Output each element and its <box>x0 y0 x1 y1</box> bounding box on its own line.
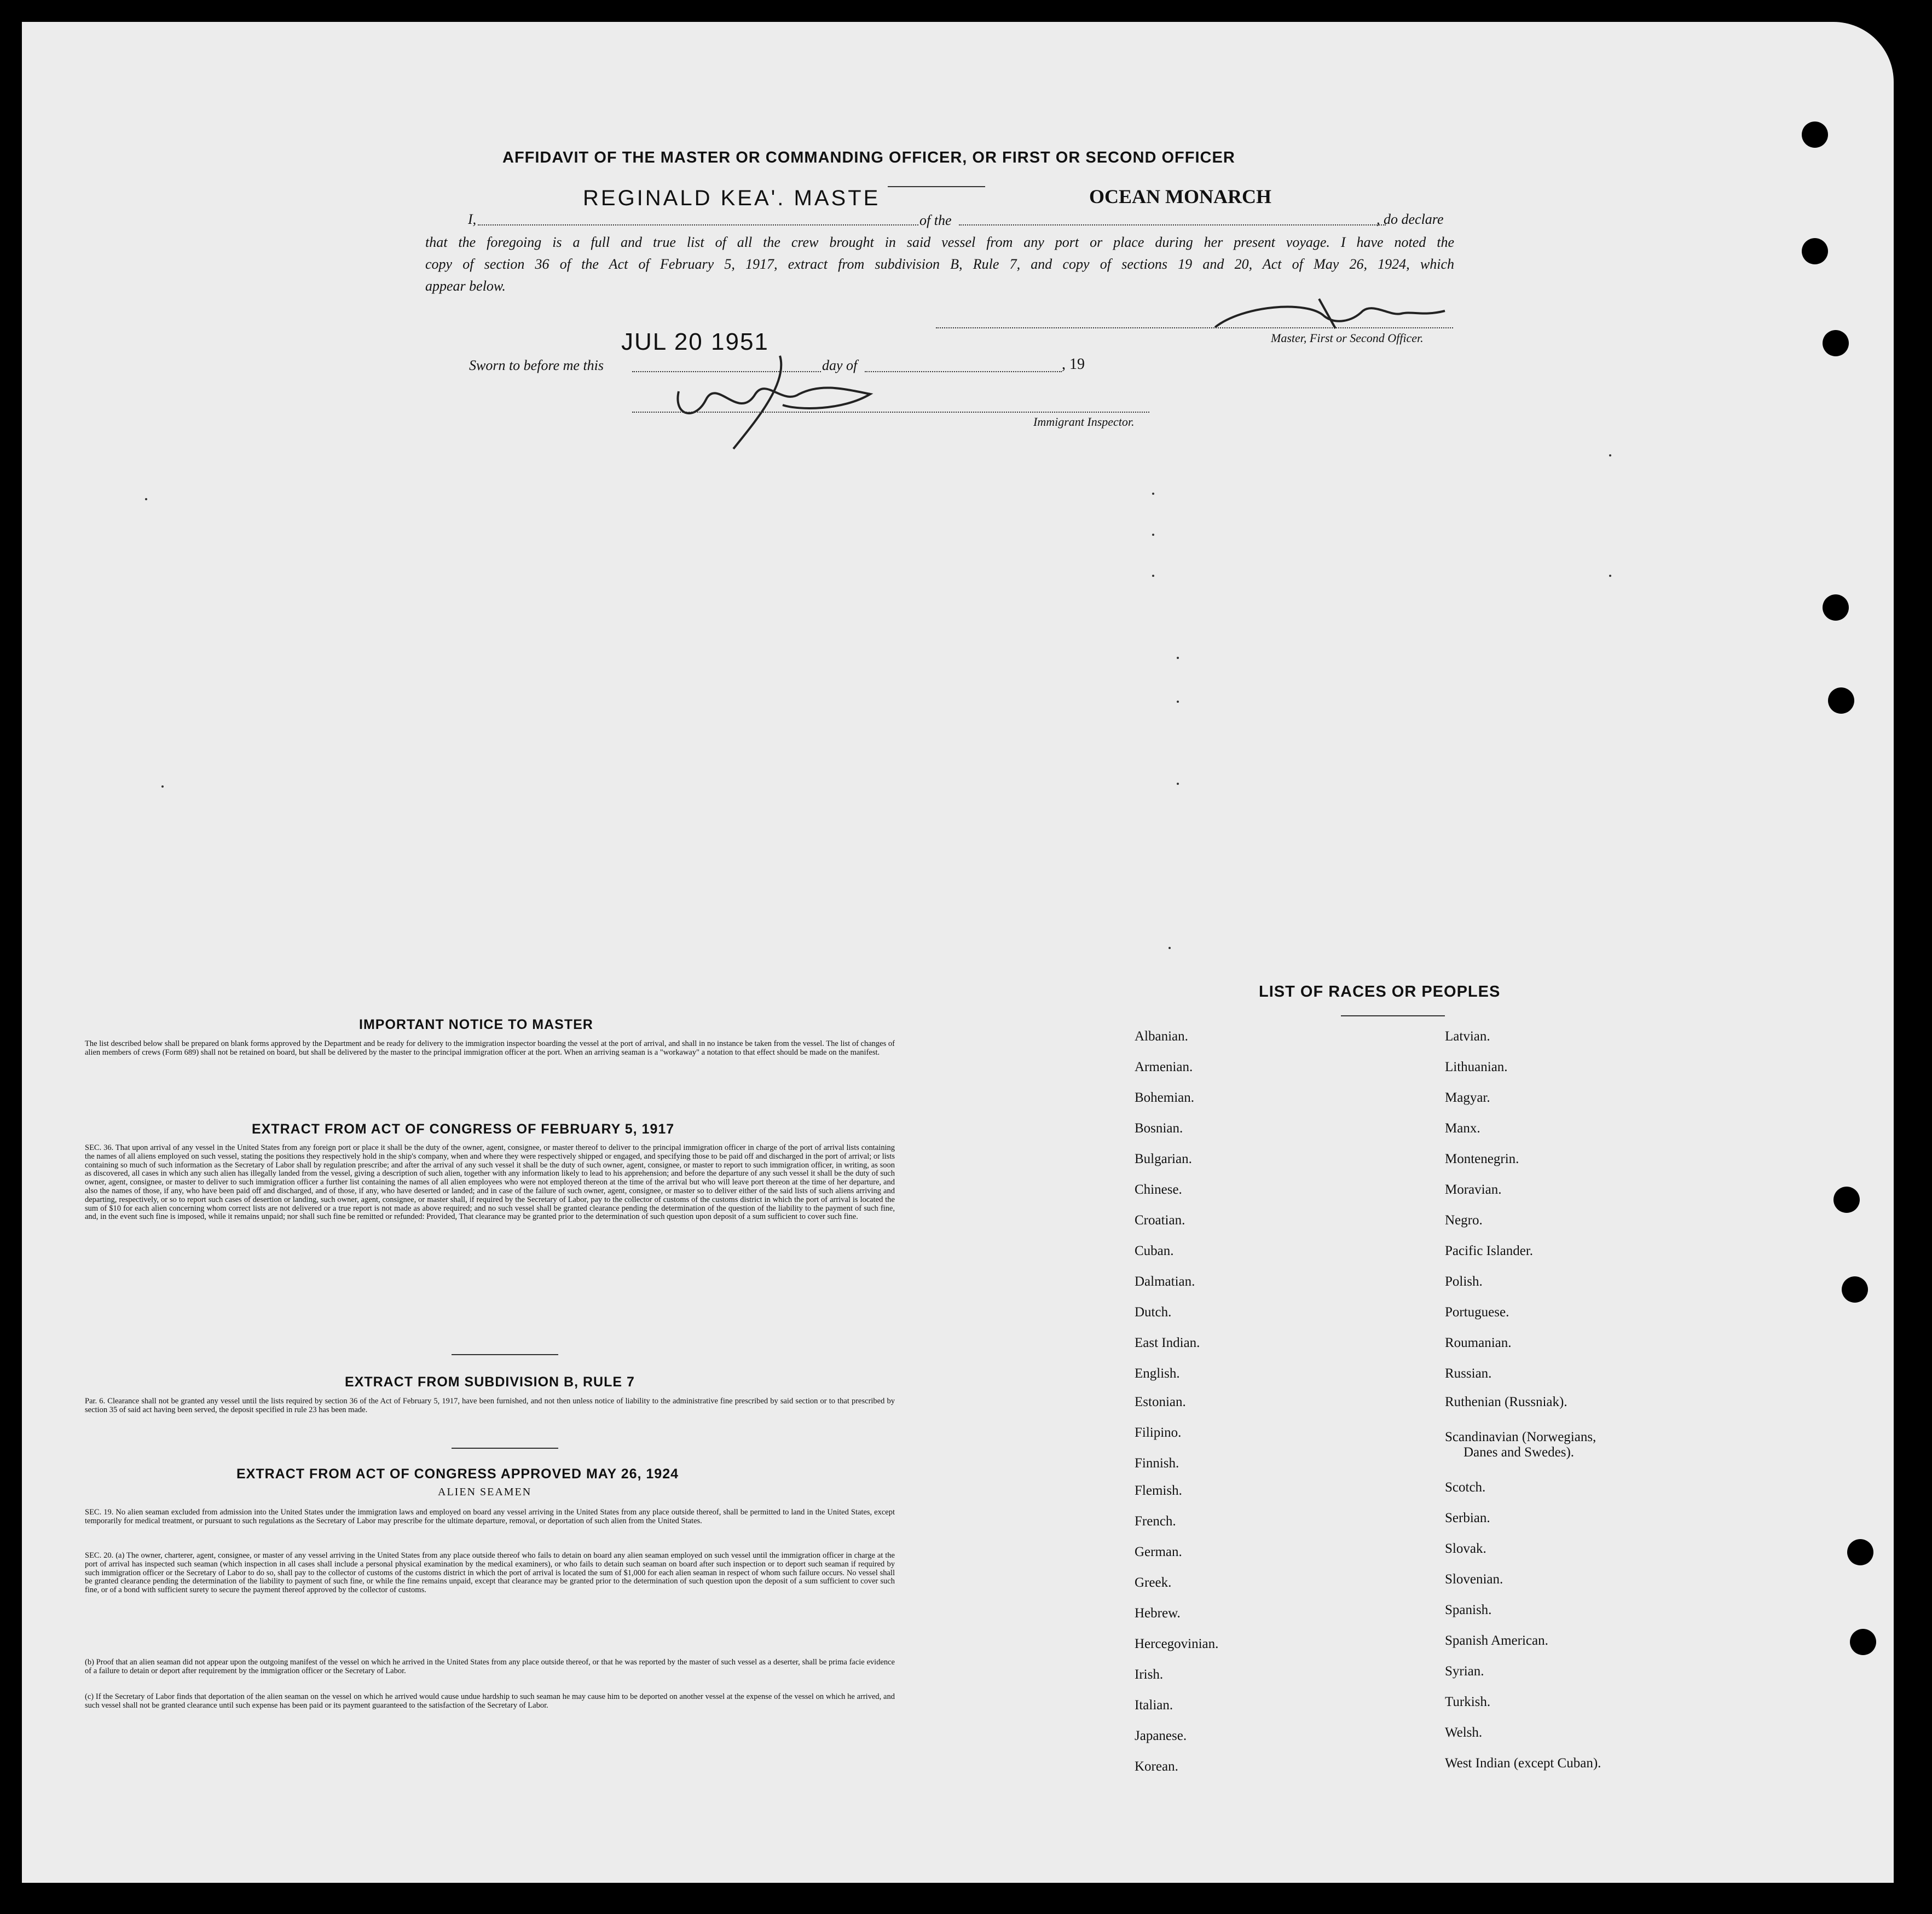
race-item: Albanian. <box>1135 1029 1188 1044</box>
race-item: Negro. <box>1445 1213 1483 1228</box>
race-item: Bohemian. <box>1135 1090 1195 1105</box>
races-title: LIST OF RACES OR PEOPLES <box>1259 983 1501 1001</box>
race-item: Slovenian. <box>1445 1572 1503 1587</box>
punch-hole <box>1802 238 1828 264</box>
notice-title: IMPORTANT NOTICE TO MASTER <box>359 1017 593 1032</box>
race-item: Flemish. <box>1135 1483 1182 1498</box>
race-item: Spanish. <box>1445 1603 1492 1617</box>
master-name-line <box>478 224 918 225</box>
form-page <box>22 22 1894 1883</box>
ink-speck <box>1177 657 1179 659</box>
ink-speck <box>1152 493 1154 495</box>
race-item: Lithuanian. <box>1445 1060 1508 1074</box>
master-name-stamp: REGINALD KEA'. MASTE <box>583 186 881 210</box>
punch-hole <box>1823 594 1849 621</box>
master-signature-caption: Master, First or Second Officer. <box>1271 331 1424 345</box>
section-rule <box>452 1354 558 1355</box>
race-item: Spanish American. <box>1445 1633 1548 1648</box>
title-rule <box>888 186 985 187</box>
race-item: Hebrew. <box>1135 1606 1181 1621</box>
race-item: Korean. <box>1135 1759 1178 1774</box>
race-item: German. <box>1135 1545 1182 1559</box>
race-item: Syrian. <box>1445 1664 1484 1679</box>
inspector-signature <box>657 350 887 454</box>
extract1924-sec20b: (b) Proof that an alien seaman did not appear upon the outgoing manifest of the vessel on which he arrived in the United States from any place outside thereof, or that he was reported by the master of such vessel as a deserter, shall be prima facie evidence of a failure to detain or deport after requirement by the immigration officer or the Secretary of Labor. <box>85 1658 895 1675</box>
race-item: Greek. <box>1135 1575 1172 1590</box>
master-signature-line <box>936 327 1453 328</box>
race-item: Dutch. <box>1135 1305 1172 1320</box>
race-item: Pacific Islander. <box>1445 1244 1534 1258</box>
race-item: Cuban. <box>1135 1244 1174 1258</box>
ink-speck <box>1169 947 1171 949</box>
extract1924-title: EXTRACT FROM ACT OF CONGRESS APPROVED MAY 26, 1924 <box>236 1466 679 1482</box>
rule7-title: EXTRACT FROM SUBDIVISION B, RULE 7 <box>345 1374 635 1390</box>
race-item: Japanese. <box>1135 1728 1187 1743</box>
section-rule <box>452 1448 558 1449</box>
punch-hole <box>1828 687 1854 714</box>
race-item: Ruthenian (Russniak). <box>1445 1395 1567 1409</box>
race-item: Montenegrin. <box>1445 1152 1519 1166</box>
extract1924-sec20a: SEC. 20. (a) The owner, charterer, agent, consignee, or master of any vessel arriving in the United States from any place outside thereof who fails to detain on board any alien seaman employed on such vessel until the immigration officer in charge at the port of arrival has inspected such seaman (which inspection in all cases shall include a personal physical examination by the medical examiners), or who fails to detain such seaman on board after such inspection or to deport such seaman if required by such immigration officer or the Secretary of Labor to do so, shall pay to the collector of customs of the customs district in which the port of arrival is located the sum of $1,000 for each alien seaman in respect of whom such failure occurs. No vessel shall be granted clearance pending the determination of the liability to payment of such fine, or while the fine remains unpaid, except that clearance may be granted prior to the determination of such question upon the deposit of a sum sufficient to cover such fine, or of a bond with sufficient surety to secure the payment thereof approved by the collector of customs. <box>85 1551 895 1595</box>
race-item: Filipino. <box>1135 1425 1182 1440</box>
affidavit-title: AFFIDAVIT OF THE MASTER OR COMMANDING OFFICER, OR FIRST OR SECOND OFFICER <box>502 149 1235 166</box>
race-item: Dalmatian. <box>1135 1274 1195 1289</box>
race-item: Latvian. <box>1445 1029 1490 1044</box>
race-item: Chinese. <box>1135 1182 1182 1197</box>
extract1917-title: EXTRACT FROM ACT OF CONGRESS OF FEBRUARY 5, 1917 <box>252 1121 675 1137</box>
race-item: Bosnian. <box>1135 1121 1183 1136</box>
punch-hole <box>1847 1539 1873 1565</box>
race-item: Scotch. <box>1445 1480 1486 1495</box>
race-item: Finnish. <box>1135 1456 1179 1471</box>
punch-hole <box>1850 1629 1876 1655</box>
punch-hole <box>1833 1187 1860 1213</box>
year-label: , 19 <box>1062 356 1085 373</box>
ink-speck <box>145 498 147 500</box>
race-item: West Indian (except Cuban). <box>1445 1756 1601 1771</box>
date-stamp: JUL 20 1951 <box>621 328 769 355</box>
race-item: Bulgarian. <box>1135 1152 1192 1166</box>
do-declare-label: , do declare <box>1376 211 1444 227</box>
race-item: Russian. <box>1445 1366 1492 1381</box>
inspector-signature-line <box>632 412 1149 413</box>
race-item: Armenian. <box>1135 1060 1193 1074</box>
ink-speck <box>1152 534 1154 536</box>
of-the-label: of the <box>919 212 952 228</box>
race-item: Welsh. <box>1445 1725 1483 1740</box>
races-column-1 <box>1135 1029 1218 1790</box>
vessel-name-line <box>959 224 1386 225</box>
race-item: Slovak. <box>1445 1541 1486 1556</box>
inspector-caption: Immigrant Inspector. <box>1033 415 1135 429</box>
ink-speck <box>161 785 164 788</box>
race-item: Turkish. <box>1445 1695 1491 1709</box>
race-item: Roumanian. <box>1445 1335 1512 1350</box>
sworn-label: Sworn to before me this <box>469 357 604 373</box>
punch-hole <box>1842 1276 1868 1303</box>
race-item: Serbian. <box>1445 1511 1490 1525</box>
race-item: Hercegovinian. <box>1135 1637 1219 1651</box>
extract1924-sec19: SEC. 19. No alien seaman excluded from admission into the United States under the immigration laws and employed on board any vessel arriving in the United States from any place outside thereof, shall be permitted to land in the United States, except temporarily for medical treatment, or pursuant to such regulations as the Secretary of Labor may prescribe for the ultimate departure, removal, or deportation of such alien from the United States. <box>85 1508 895 1525</box>
notice-body: The list described below shall be prepared on blank forms approved by the Department and be ready for delivery to the immigration inspector boarding the vessel at the port of arrival, and shall in no instance be taken from the vessel. The list of changes of alien members of crews (Form 689) shall not be retained on board, but shall be delivered by the master to the principal immigration officer at the port. When an arriving seaman is a "workaway" a notation to that effect should be made on the manifest. <box>85 1039 895 1057</box>
extract1924-sec20c: (c) If the Secretary of Labor finds that deportation of the alien seaman on the vessel on which he arrived would cause undue hardship to such seaman he may cause him to be deported on another vessel at the expense of the vessel on which he arrived, and such vessel shall not be granted clearance until such expense has been paid or its payment guaranteed to the satisfaction of the Secretary of Labor. <box>85 1692 895 1710</box>
ink-speck <box>1609 454 1611 456</box>
affidavit-body-line2: copy of section 36 of the Act of February 5, 1917, extract from subdivision B, Rule 7, and copy of sections 19 and 20, Act of May 26, 1924, which <box>425 256 1454 272</box>
race-item: East Indian. <box>1135 1335 1200 1350</box>
race-item: Irish. <box>1135 1667 1164 1682</box>
sworn-month-line <box>865 371 1062 372</box>
race-item: Manx. <box>1445 1121 1480 1136</box>
races-column-2 <box>1445 1029 1601 1786</box>
race-item: Italian. <box>1135 1698 1173 1713</box>
punch-hole <box>1823 330 1849 356</box>
race-item: Magyar. <box>1445 1090 1490 1105</box>
race-item: Moravian. <box>1445 1182 1502 1197</box>
punch-hole <box>1802 122 1828 148</box>
affidavit-body-line1: that the foregoing is a full and true list of all the crew brought in said vessel from any port or place during her present voyage. I have noted the <box>425 234 1454 250</box>
race-item: Croatian. <box>1135 1213 1185 1228</box>
extract1917-body: SEC. 36. That upon arrival of any vessel in the United States from any foreign port or place it shall be the duty of the owner, agent, consignee, or master thereof to deliver to the principal immigration officer in charge of the port of arrival lists containing the names of all aliens employed on such vessel, stating the positions they respectively hold in the ship's company, when and where they were respectively shipped or engaged, and specifying those to be paid off and discharged in the port of arrival; or lists containing so much of such information as the Secretary of Labor shall by regulation prescribe; and after the arrival of any such vessel it shall be the duty of such owner, agent, consignee, or master to report to such immigration officer, in writing, as soon as discovered, all cases in which any such alien has illegally landed from the vessel, giving a description of such alien, together with any information likely to lead to his apprehension; and before the departure of any such vessel it shall be the duty of such owner, agent, consignee, or master to deliver to such immigration officer a further list containing the names of all alien employees who were not employed thereon at the time of the arrival but who will leave port thereon at the time of her departure, and also the names of those, if any, who have been paid off and discharged, and of those, if any, who have deserted or landed; and in case of the failure of such owner, agent, consignee, or master so to deliver either of the said lists of such aliens arriving and departing, respectively, or so to report such cases of desertion or landing, such owner, agent, consignee, or master shall, if required by the Secretary of Labor, pay to the collector of customs of the customs district in which the port of arrival is located the sum of $10 for each alien concerning whom correct lists are not delivered or a true report is not made as above required; and no such vessel shall be granted clearance pending the determination of the question of the liability to the payment of such fine, and, in the event such fine is imposed, while it remains unpaid; nor shall such fine be remitted or refunded: Provided, That clearance may be granted prior to the determination of such question upon deposit of a sum sufficient to cover such fine. <box>85 1143 895 1222</box>
race-item: French. <box>1135 1514 1176 1529</box>
affidavit-body-line3: appear below. <box>425 278 506 294</box>
ink-speck <box>1177 701 1179 703</box>
ink-speck <box>1152 575 1154 577</box>
i-label: I, <box>468 211 477 227</box>
race-item: Scandinavian (Norwegians, <box>1445 1430 1596 1444</box>
race-item: Estonian. <box>1135 1395 1186 1409</box>
race-item: Portuguese. <box>1445 1305 1509 1320</box>
ink-speck <box>1609 575 1611 577</box>
races-title-rule <box>1341 1015 1445 1016</box>
extract1924-subtitle: ALIEN SEAMEN <box>438 1486 532 1498</box>
day-of-label: day of <box>822 357 858 373</box>
race-item: Polish. <box>1445 1274 1483 1289</box>
ink-speck <box>1177 783 1179 785</box>
rule7-body: Par. 6. Clearance shall not be granted any vessel until the lists required by section 36 of the Act of February 5, 1917, have been furnished, and not then unless notice of liability to the administrative fine prescribed by said section or to that prescribed by section 35 of said act having been served, the deposit specified in rule 23 has been made. <box>85 1397 895 1414</box>
vessel-name: OCEAN MONARCH <box>1089 186 1271 207</box>
race-item: English. <box>1135 1366 1180 1381</box>
race-item: Danes and Swedes). <box>1464 1445 1575 1460</box>
